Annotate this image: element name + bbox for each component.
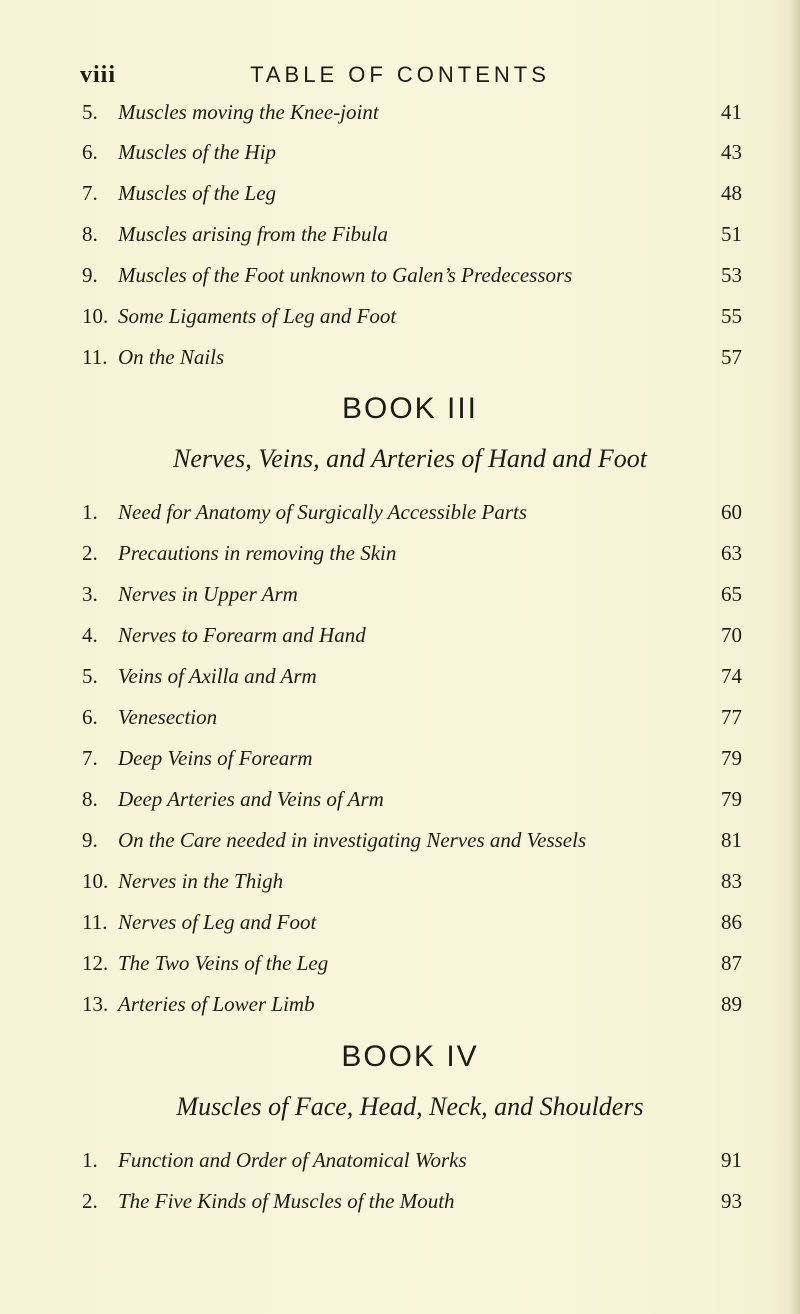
- toc-entry: [82, 869, 742, 903]
- toc-entry-number: 11.: [82, 910, 108, 934]
- toc-entry-page: 81: [721, 828, 742, 852]
- toc-entry-page: 60: [721, 500, 742, 524]
- toc-entry: [82, 263, 742, 297]
- toc-entry-number: 7.: [82, 181, 98, 205]
- toc-entry-page: 48: [721, 181, 742, 205]
- book-4-subtitle: Muscles of Face, Head, Neck, and Shoulders: [176, 1092, 644, 1121]
- toc-entry-number: 6.: [82, 705, 98, 729]
- toc-entry: [82, 746, 742, 780]
- toc-entry-number: 3.: [82, 582, 98, 606]
- toc-entry: [82, 582, 742, 616]
- toc-entry-title: Nerves in the Thigh: [118, 869, 284, 893]
- toc-entry-title: Venesection: [118, 705, 218, 729]
- toc-entry-page: 63: [721, 541, 742, 565]
- toc-entry: [82, 664, 742, 698]
- book-4-heading: BOOK IV: [341, 1040, 479, 1073]
- toc-entry-title: Muscles of the Hip: [118, 140, 277, 164]
- toc-entry-title: Arteries of Lower Limb: [118, 992, 315, 1016]
- toc-entry-number: 9.: [82, 263, 98, 287]
- toc-entry-title: Deep Veins of Forearm: [118, 746, 313, 770]
- toc-entry: [82, 992, 742, 1026]
- toc-entry-title: Nerves in Upper Arm: [118, 582, 298, 606]
- toc-entry-title: Nerves of Leg and Foot: [118, 910, 317, 934]
- toc-entry-title: On the Nails: [118, 345, 225, 369]
- toc-entry-page: 74: [721, 664, 742, 688]
- toc-entry-title: Veins of Axilla and Arm: [118, 664, 317, 688]
- toc-entry-title: Muscles moving the Knee-joint: [118, 100, 379, 124]
- toc-entry-page: 55: [721, 304, 742, 328]
- toc-entry-number: 5.: [82, 664, 98, 688]
- toc-entry-number: 11.: [82, 345, 108, 369]
- toc-entry-number: 7.: [82, 746, 98, 770]
- toc-entry-number: 8.: [82, 222, 98, 246]
- toc-entry: [82, 345, 742, 379]
- toc-entry-title: Muscles arising from the Fibula: [118, 222, 388, 246]
- toc-entry-page: 51: [721, 222, 742, 246]
- toc-entry: [82, 1189, 742, 1223]
- toc-entry-number: 2.: [82, 541, 98, 565]
- toc-entry-page: 91: [721, 1148, 742, 1172]
- toc-entry-number: 5.: [82, 100, 98, 124]
- toc-entry-title: On the Care needed in investigating Nerves and Vessels: [118, 828, 587, 852]
- toc-entry-page: 89: [721, 992, 742, 1016]
- toc-entry-number: 8.: [82, 787, 98, 811]
- toc-entry-number: 12.: [82, 951, 109, 975]
- toc-entry-number: 4.: [82, 623, 98, 647]
- toc-entry-number: 1.: [82, 500, 98, 524]
- toc-entry-title: Muscles of the Foot unknown to Galen’s Predecessors: [118, 263, 573, 287]
- toc-entry: [82, 500, 742, 534]
- toc-entry-page: 70: [721, 623, 742, 647]
- toc-entry-title: The Two Veins of the Leg: [118, 951, 329, 975]
- toc-entry-page: 43: [721, 140, 742, 164]
- toc-entry-title: Need for Anatomy of Surgically Accessible Parts: [118, 500, 528, 524]
- toc-entry-title: The Five Kinds of Muscles of the Mouth: [118, 1189, 455, 1213]
- page-edge-shadow: [790, 0, 800, 1314]
- toc-entry: [82, 181, 742, 215]
- book-3-subtitle: Nerves, Veins, and Arteries of Hand and Foot: [173, 444, 647, 473]
- toc-entry: [82, 951, 742, 985]
- toc-entry-number: 6.: [82, 140, 98, 164]
- toc-entry-page: 41: [721, 100, 742, 124]
- toc-entry-number: 1.: [82, 1148, 98, 1172]
- running-head-title: TABLE OF CONTENTS: [250, 62, 550, 87]
- toc-entry: [82, 705, 742, 739]
- toc-entry-number: 13.: [82, 992, 109, 1016]
- toc-entry-number: 10.: [82, 869, 109, 893]
- page-folio: viii: [80, 62, 117, 88]
- toc-entry: [82, 304, 742, 338]
- toc-entry-page: 93: [721, 1189, 742, 1213]
- toc-entry-title: Muscles of the Leg: [118, 181, 277, 205]
- toc-entry: [82, 828, 742, 862]
- toc-entry: [82, 623, 742, 657]
- toc-entry-page: 53: [721, 263, 742, 287]
- toc-entry-page: 65: [721, 582, 742, 606]
- toc-entry-title: Nerves to Forearm and Hand: [118, 623, 366, 647]
- toc-entry: [82, 140, 742, 174]
- toc-entry-page: 87: [721, 951, 742, 975]
- toc-entry-page: 79: [721, 787, 742, 811]
- toc-entry-title: Precautions in removing the Skin: [118, 541, 397, 565]
- toc-entry-page: 86: [721, 910, 742, 934]
- toc-entry: [82, 222, 742, 256]
- book-3-heading: BOOK III: [341, 392, 479, 425]
- toc-entry-title: Function and Order of Anatomical Works: [118, 1148, 467, 1172]
- toc-entry: [82, 100, 742, 134]
- running-head: [80, 62, 740, 92]
- toc-entry-title: Some Ligaments of Leg and Foot: [118, 304, 397, 328]
- toc-entry: [82, 541, 742, 575]
- toc-entry-number: 2.: [82, 1189, 98, 1213]
- toc-entry-number: 10.: [82, 304, 109, 328]
- toc-entry-page: 77: [721, 705, 742, 729]
- toc-entry-number: 9.: [82, 828, 98, 852]
- toc-entry: [82, 787, 742, 821]
- toc-entry-page: 83: [721, 869, 742, 893]
- toc-entry-page: 79: [721, 746, 742, 770]
- toc-entry: [82, 910, 742, 944]
- toc-entry-title: Deep Arteries and Veins of Arm: [118, 787, 384, 811]
- toc-entry: [82, 1148, 742, 1182]
- toc-entry-page: 57: [721, 345, 742, 369]
